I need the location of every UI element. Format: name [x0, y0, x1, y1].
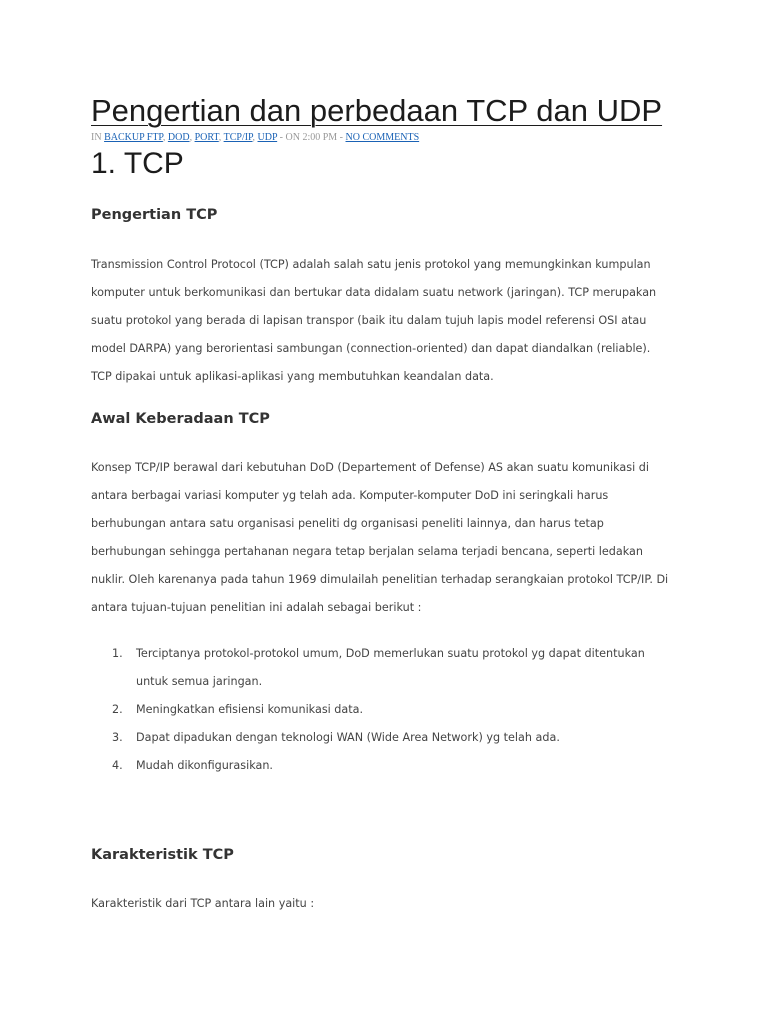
post-time: 2:00 PM: [302, 132, 338, 143]
paragraph-line: antara tujuan-tujuan penelitian ini adalah sebagai berikut :: [91, 601, 422, 614]
meta-time-prefix: - ON: [277, 132, 303, 143]
paragraph-line: model DARPA) yang berorientasi sambungan (connection-oriented) dan dapat diandalkan (reliable).: [91, 342, 651, 355]
goals-list: [91, 640, 645, 780]
tag-link-udp[interactable]: UDP: [257, 132, 278, 143]
meta-separator: ,: [252, 132, 258, 143]
list-number: 1.: [112, 647, 123, 660]
comments-link[interactable]: NO COMMENTS: [345, 132, 420, 143]
paragraph-awal-keberadaan: [91, 454, 691, 622]
meta-separator: ,: [189, 132, 195, 143]
tag-link-port[interactable]: PORT: [194, 132, 219, 143]
meta-dash: -: [337, 132, 346, 143]
paragraph-karakteristik: [91, 890, 691, 918]
paragraph-line: komputer untuk berkomunikasi dan bertukar data didalam suatu network (jaringan). TCP merupakan: [91, 286, 657, 299]
list-number: 2.: [112, 703, 123, 716]
subheading-pengertian-tcp: Pengertian TCP: [91, 207, 218, 223]
meta-prefix: IN: [91, 132, 105, 143]
tag-link-dod[interactable]: DOD: [167, 132, 190, 143]
list-item-line: Mudah dikonfigurasikan.: [136, 759, 273, 772]
list-item: [91, 752, 645, 780]
list-item: [91, 640, 645, 696]
paragraph-line: suatu protokol yang berada di lapisan transpor (baik itu dalam tujuh lapis model referensi OSI atau: [91, 314, 647, 327]
list-item-line: Terciptanya protokol-protokol umum, DoD memerlukan suatu protokol yg dapat ditentukan: [136, 647, 645, 660]
paragraph-line: TCP dipakai untuk aplikasi-aplikasi yang membutuhkan keandalan data.: [91, 370, 494, 383]
list-item-line: Meningkatkan efisiensi komunikasi data.: [136, 703, 364, 716]
list-item: [91, 724, 645, 752]
section-heading-tcp: 1. TCP: [91, 147, 184, 180]
paragraph-line: Transmission Control Protocol (TCP) adalah salah satu jenis protokol yang memungkinkan kumpulan: [91, 258, 651, 271]
list-number: 3.: [112, 731, 123, 744]
post-meta: [91, 131, 419, 145]
list-item-line: Dapat dipadukan dengan teknologi WAN (Wide Area Network) yg telah ada.: [136, 731, 560, 744]
tag-link-backup-ftp[interactable]: BACKUP FTP: [104, 132, 163, 143]
paragraph-line: antara berbagai variasi komputer yg telah ada. Komputer-komputer DoD ini seringkali harus: [91, 489, 609, 502]
list-item: [91, 696, 645, 724]
paragraph-pengertian: [91, 251, 691, 391]
list-number: 4.: [112, 759, 123, 772]
meta-separator: ,: [162, 132, 168, 143]
subheading-awal-keberadaan: Awal Keberadaan TCP: [91, 411, 270, 427]
tag-link-tcp-ip[interactable]: TCP/IP: [223, 132, 253, 143]
paragraph-line: berhubungan antara satu organisasi peneliti dg organisasi peneliti lainnya, dan harus tetap: [91, 517, 604, 530]
list-item-line: untuk semua jaringan.: [136, 675, 263, 688]
paragraph-line: berhubungan sehingga pertahanan negara tetap berjalan selama terjadi bencana, seperti ledakan: [91, 545, 643, 558]
meta-separator: ,: [218, 132, 224, 143]
paragraph-line: Karakteristik dari TCP antara lain yaitu :: [91, 897, 315, 910]
subheading-karakteristik: Karakteristik TCP: [91, 847, 234, 863]
post-title[interactable]: Pengertian dan perbedaan TCP dan UDP: [91, 93, 663, 128]
paragraph-line: nuklir. Oleh karenanya pada tahun 1969 dimulailah penelitian terhadap serangkaian protokol TCP/IP. Di: [91, 573, 669, 586]
paragraph-line: Konsep TCP/IP berawal dari kebutuhan DoD (Departement of Defense) AS akan suatu komunikasi di: [91, 461, 649, 474]
